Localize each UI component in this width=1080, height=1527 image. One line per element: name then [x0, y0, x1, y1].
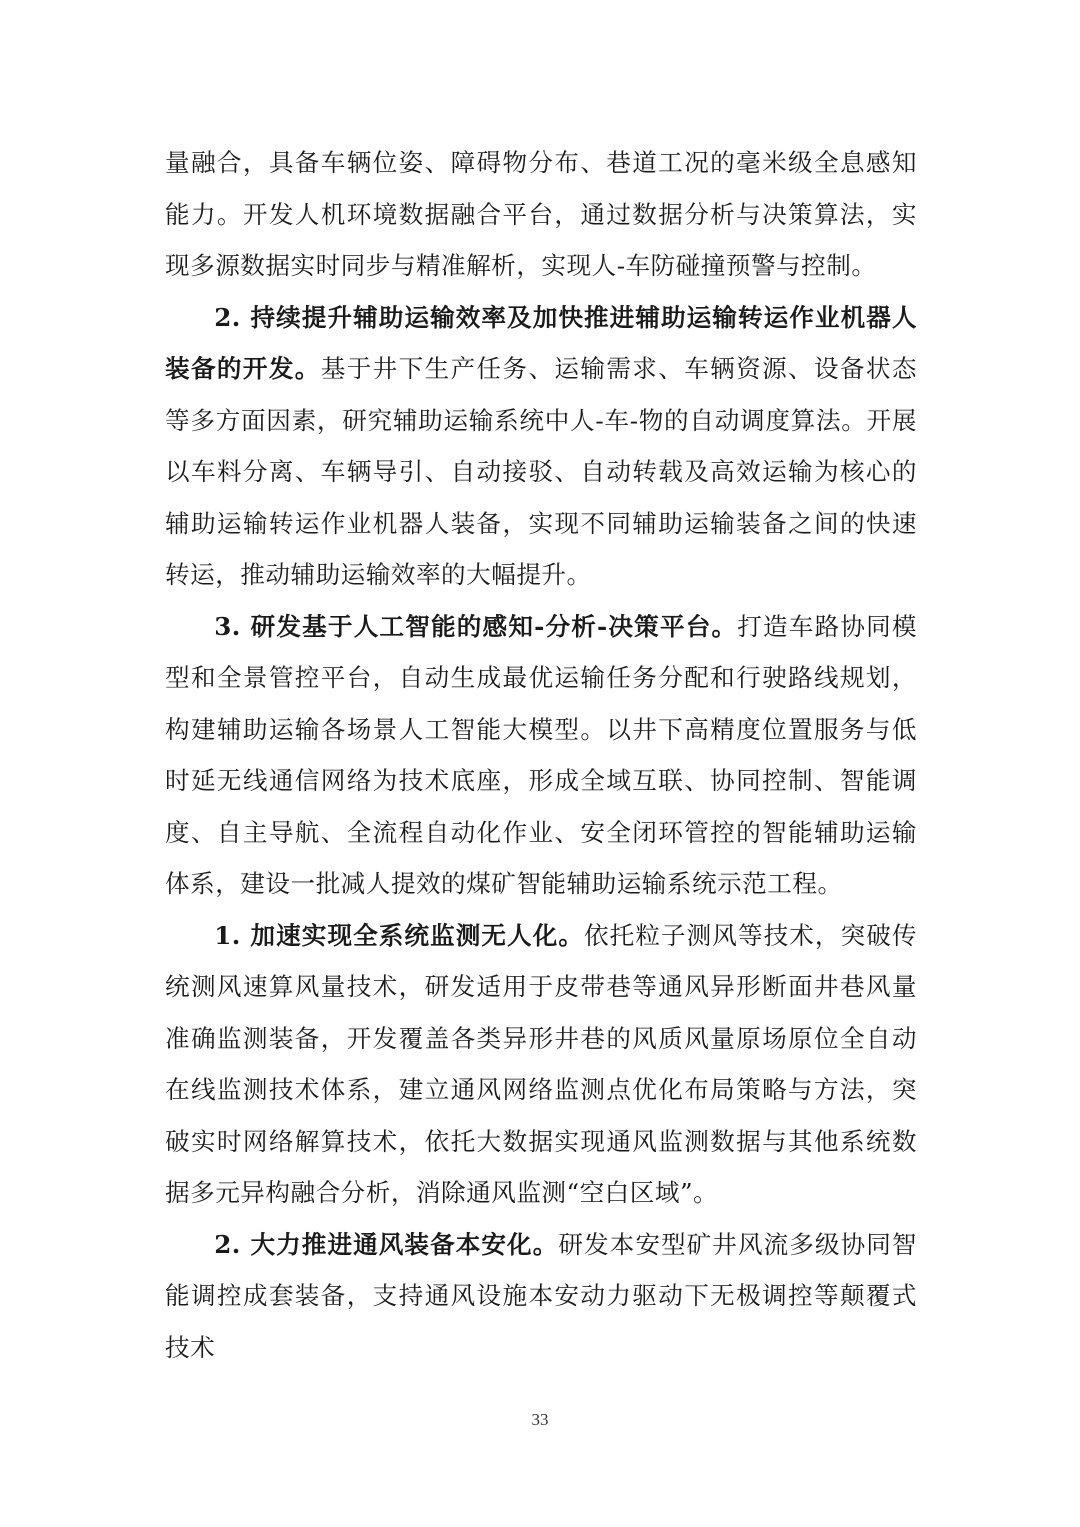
- paragraph-item-1: [165, 910, 917, 1219]
- paragraph-lead: 2. 大力推进通风装备本安化。: [214, 1229, 559, 1259]
- paragraph-lead: 1. 加速实现全系统监测无人化。: [214, 920, 585, 950]
- document-body: [165, 137, 917, 1373]
- paragraph-text: 打造车路协同模型和全景管控平台，自动生成最优运输任务分配和行驶路线规划，构建辅助运输各场景人工智能大模型。以井下高精度位置服务与低时延无线通信网络为技术底座，形成全域互联、协同控制、智能调度、自主导航、全流程自动化作业、安全闭环管控的智能辅助运输体系，建设一批减人提效的煤矿智能辅助运输系统示范工程。: [165, 611, 917, 898]
- paragraph-text: 依托粒子测风等技术，突破传统测风速算风量技术，研发适用于皮带巷等通风异形断面井巷风量准确监测装备，开发覆盖各类异形井巷的风质风量原场原位全自动在线监测技术体系，建立通风网络监测点优化布局策略与方法，突破实时网络解算技术，依托大数据实现通风监测数据与其他系统数据多元异构融合分析，消除通风监测“空白区域”。: [165, 920, 917, 1207]
- paragraph-text: 基于井下生产任务、运输需求、车辆资源、设备状态等多方面因素，研究辅助运输系统中人-车-物的自动调度算法。开展以车料分离、车辆导引、自动接驳、自动转载及高效运输为核心的辅助运输转运作业机器人装备，实现不同辅助运输装备之间的快速转运，推动辅助运输效率的大幅提升。: [165, 354, 917, 589]
- paragraph-lead: 3. 研发基于人工智能的感知-分析-决策平台。: [214, 611, 738, 641]
- paragraph-lead: 2. 持续提升辅助运输效率及加快推进辅助运输转运作业机器人装备的开发。: [165, 302, 917, 383]
- paragraph-continued: [165, 137, 917, 292]
- paragraph-item-2: [165, 292, 917, 601]
- paragraph-text: 研发本安型矿井风流多级协同智能调控成套装备，支持通风设施本安动力驱动下无极调控等颠覆式技术: [165, 1229, 917, 1362]
- paragraph-text: 量融合，具备车辆位姿、障碍物分布、巷道工况的毫米级全息感知能力。开发人机环境数据融合平台，通过数据分析与决策算法，实现多源数据实时同步与精准解析，实现人-车防碰撞预警与控制。: [165, 148, 917, 280]
- page-number: 33: [531, 1410, 549, 1429]
- paragraph-item-2b: [165, 1219, 917, 1374]
- paragraph-item-3: [165, 601, 917, 910]
